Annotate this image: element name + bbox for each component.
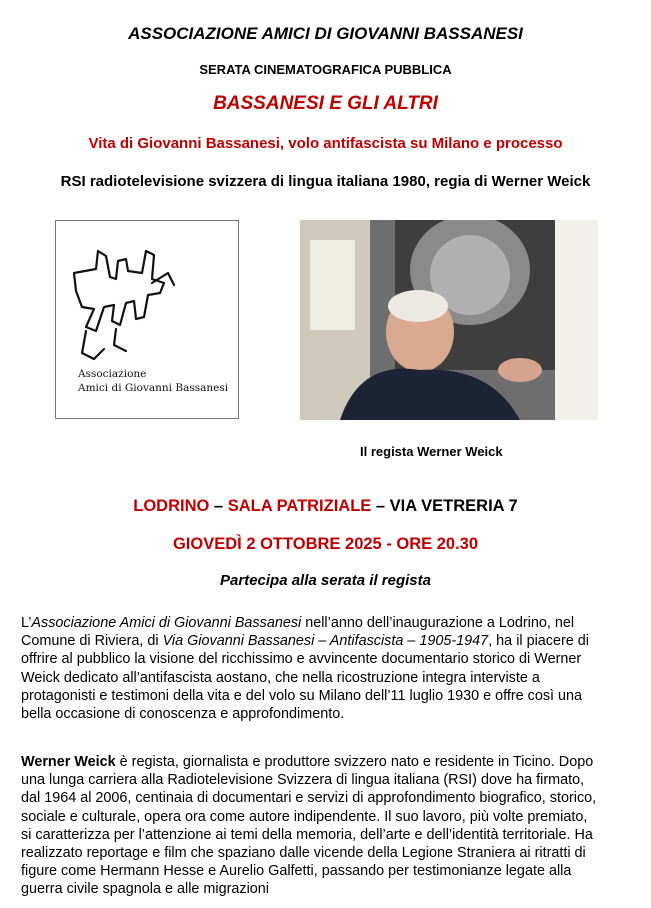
paragraph-line: sociale e culturale, opera ora come autore indipendente. Il suo lavoro, più volte premiato, <box>21 808 588 825</box>
venue-separator: – <box>209 497 228 515</box>
paragraph-line <box>21 614 633 632</box>
paragraph-line: Weick dedicato all’antifascista aostano, che nella ricostruzione integra interviste a <box>21 669 540 686</box>
director-name: Werner Weick <box>21 754 116 770</box>
text-run: , ha il piacere di <box>488 633 589 650</box>
venue-address: VIA VETRERIA 7 <box>389 497 518 515</box>
venue-separator: – <box>371 497 390 515</box>
venue-town: LODRINO <box>133 497 210 515</box>
event-date: GIOVEDÌ 2 OTTOBRE 2025 - ORE 20.30 <box>172 535 479 553</box>
paragraph-line <box>21 753 633 771</box>
film-title: BASSANESI E GLI ALTRI <box>213 93 438 114</box>
paragraph-line: protagonisti e testimoni della vita e del volo su Milano dell’11 luglio 1930 e offre così una <box>21 687 583 704</box>
film-credits: RSI radiotelevisione svizzera di lingua italiana 1980, regia di Werner Weick <box>60 173 591 190</box>
text-run: L’ <box>21 615 32 631</box>
association-logo <box>55 220 239 419</box>
director-photo <box>300 220 598 420</box>
paragraph-line: figure come Hermann Hesse e Aurelio Galfetti, passando per testimonianze legate alla <box>21 863 572 880</box>
text-run: Comune di Riviera, di <box>21 633 163 650</box>
paragraph-line: realizzato reportage e film che spaziano dalle vicende della Legione Straniera ai ritratti di <box>21 845 586 862</box>
text-run: è regista, giornalista e produttore svizzero nato e residente in Ticino. Dopo <box>115 754 594 770</box>
intro-paragraph <box>21 614 633 723</box>
association-name: Associazione Amici di Giovanni Bassanesi <box>31 615 302 631</box>
venue-line <box>0 497 651 516</box>
paragraph-line: bella occasione di conoscenza e approfondimento. <box>21 706 345 723</box>
paragraph-line: dal 1964 al 2006, centinaia di documentari e servizi di approfondimento biografico, storico, <box>21 790 597 807</box>
street-name: Via Giovanni Bassanesi – Antifascista – 1905-1947 <box>162 633 489 650</box>
paragraph-line <box>21 632 633 650</box>
photo-caption: Il regista Werner Weick <box>360 444 503 459</box>
film-subtitle: Vita di Giovanni Bassanesi, volo antifascista su Milano e processo <box>88 135 563 152</box>
logo-text-line2: Amici di Giovanni Bassanesi <box>78 382 229 394</box>
director-note: Partecipa alla serata il regista <box>220 572 431 589</box>
event-type: SERATA CINEMATOGRAFICA PUBBLICA <box>199 62 452 77</box>
paragraph-line: una lunga carriera alla Radiotelevisione Svizzera di lingua italiana (RSI) dove ha firmato, <box>21 772 585 789</box>
association-title: ASSOCIAZIONE AMICI DI GIOVANNI BASSANESI <box>128 24 523 43</box>
paragraph-line: guerra civile spagnola e alle migrazioni <box>21 881 269 898</box>
paragraph-line: offrire al pubblico la visione del ricchissimo e avvincente documentario storico di Werner <box>21 651 582 668</box>
venue-hall: SALA PATRIZIALE <box>227 497 372 515</box>
paragraph-line: si caratterizza per l’attenzione ai temi della memoria, dell’arte e dell’identità territoriale. Ha <box>21 826 593 843</box>
bio-paragraph <box>21 753 633 899</box>
logo-text-line1: Associazione <box>78 368 147 380</box>
text-run: nell’anno dell’inaugurazione a Lodrino, nel <box>301 615 575 631</box>
